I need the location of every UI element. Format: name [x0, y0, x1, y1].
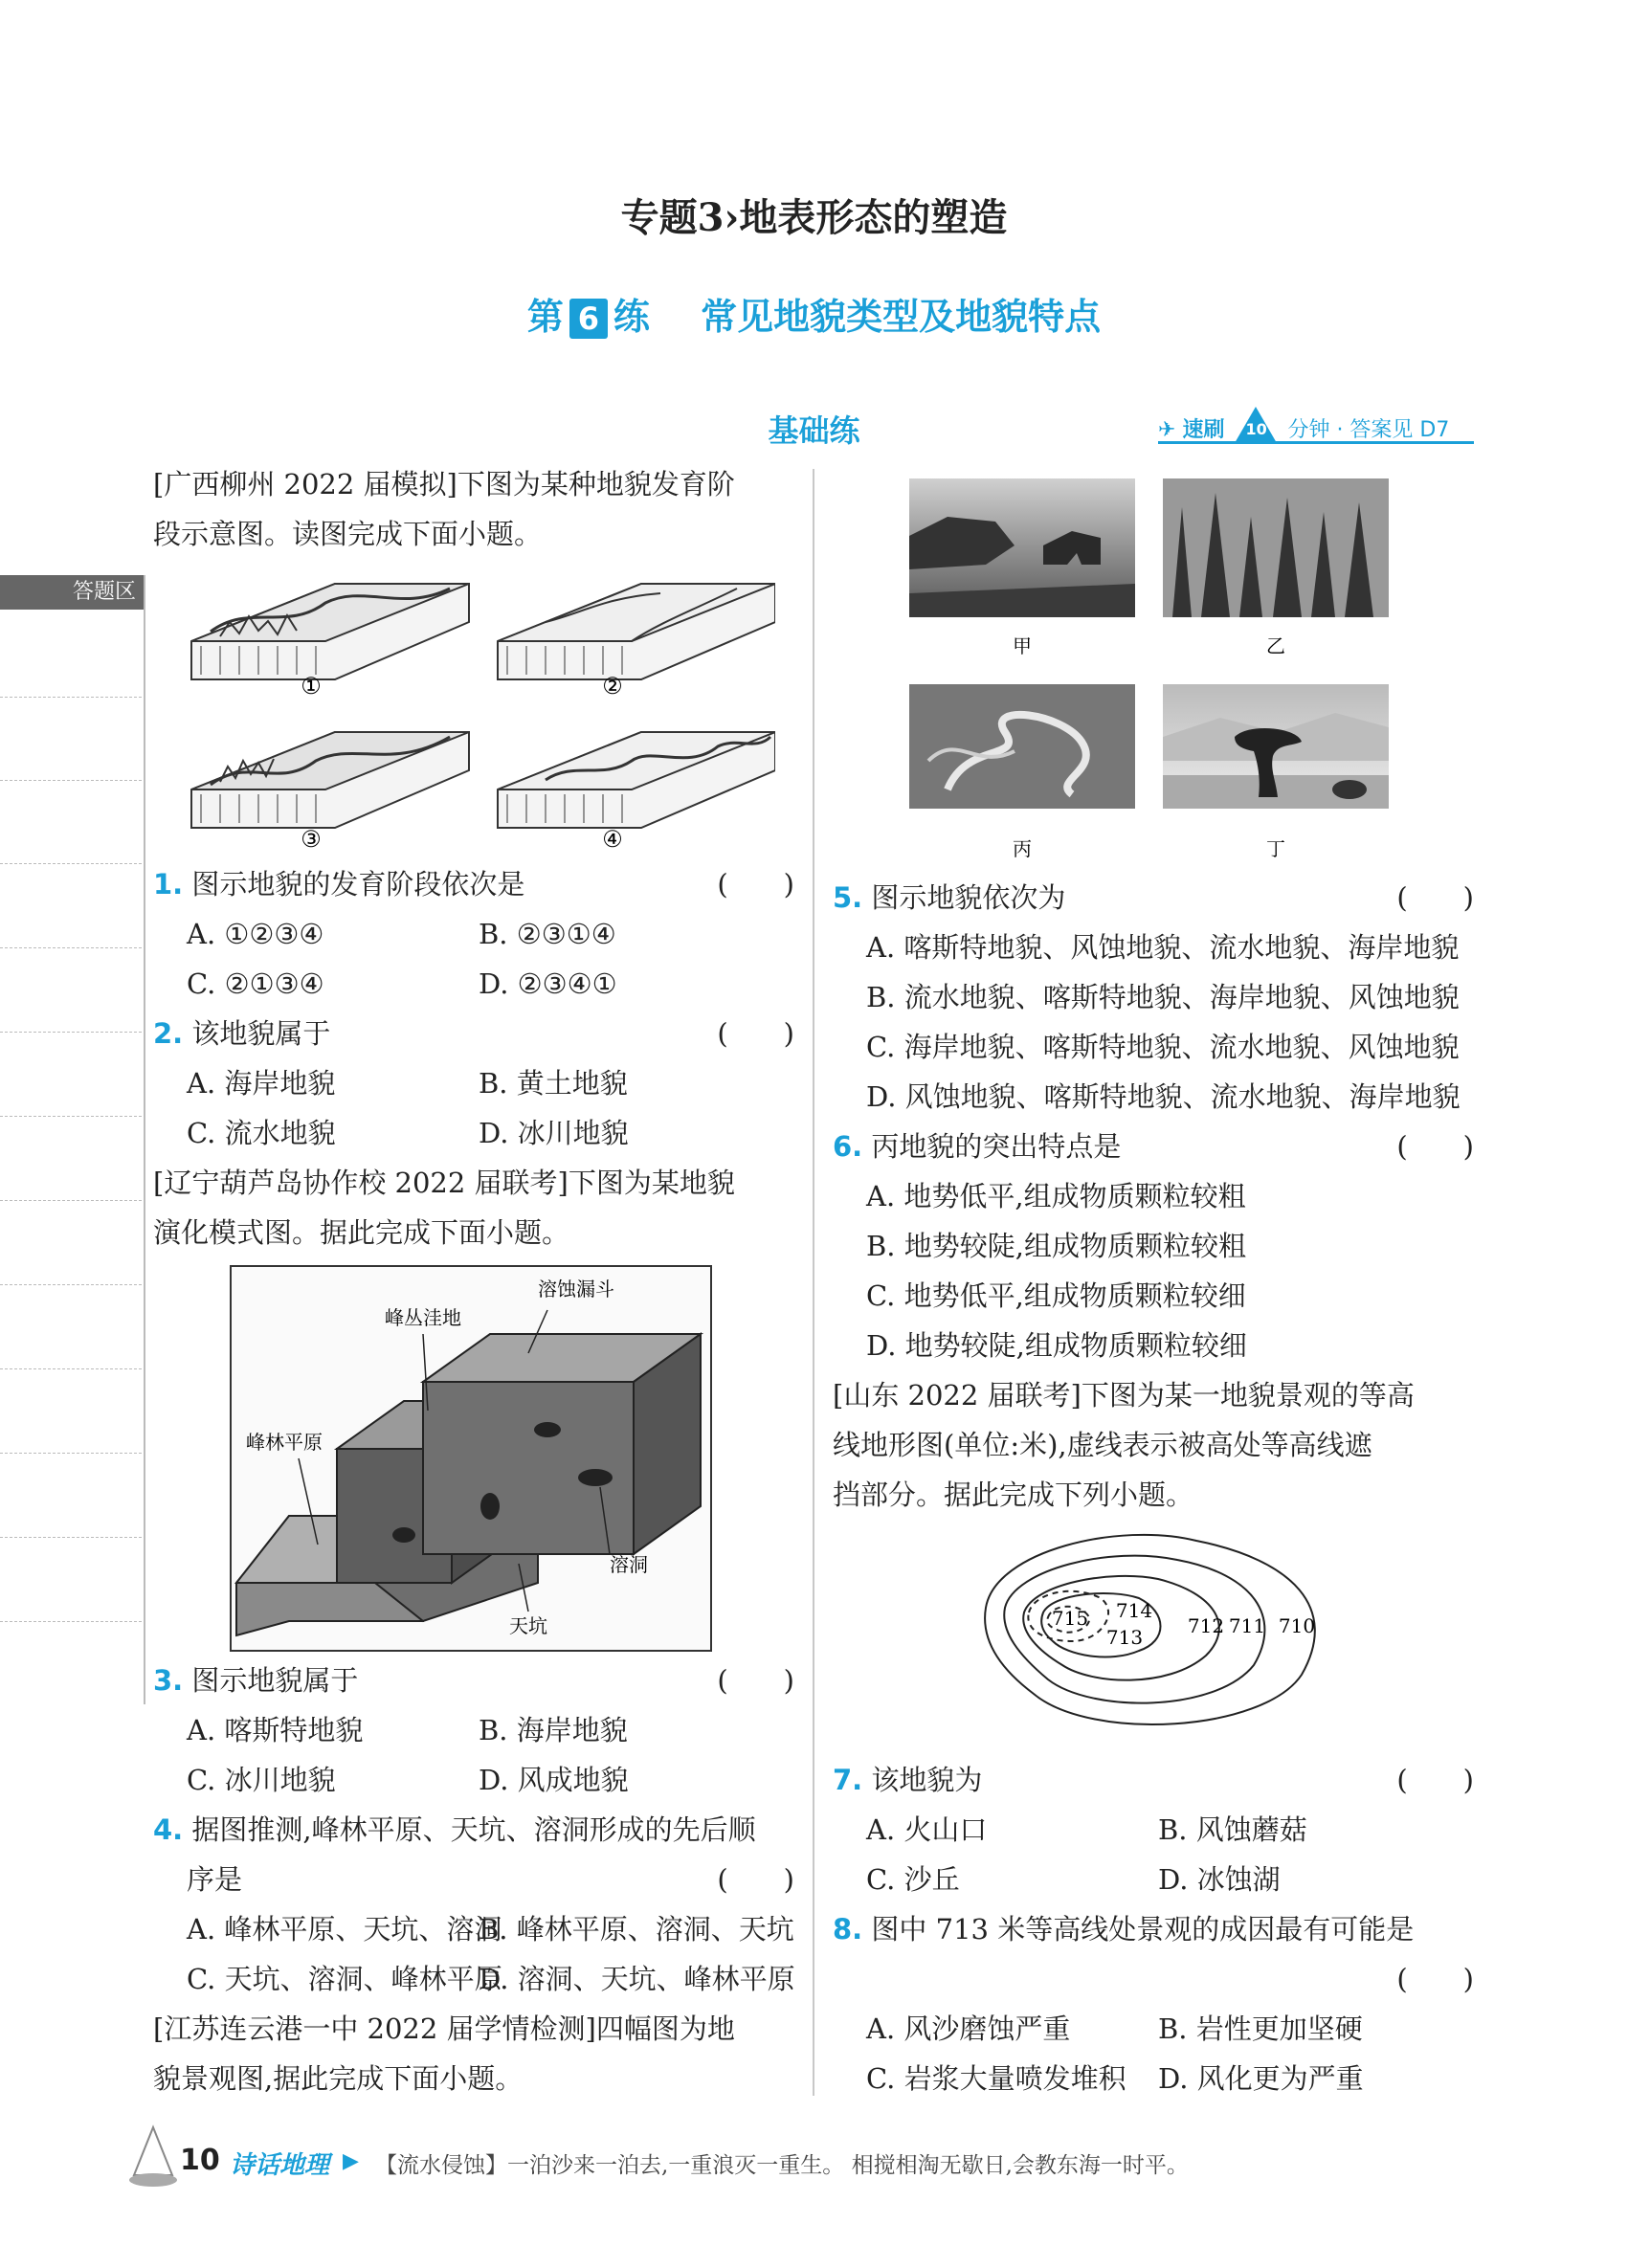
option-d[interactable]: D. 风成地貌 — [479, 1764, 629, 1796]
option-d[interactable]: D. 溶洞、天坑、峰林平原 — [479, 1963, 795, 1995]
block-diagram-4 — [498, 732, 775, 828]
option-c[interactable]: C. ②①③④ — [187, 967, 324, 1000]
question-1 — [153, 859, 794, 909]
karst-evolution-figure — [230, 1265, 712, 1652]
label-peak-cluster: 峰丛洼地 — [385, 1306, 461, 1329]
answer-bracket[interactable]: ( ) — [717, 868, 794, 901]
option-a[interactable]: A. 火山口 — [866, 1813, 988, 1846]
answer-line — [0, 1200, 142, 1201]
question-number: 2. — [153, 1017, 184, 1050]
photo-yi — [1163, 478, 1389, 617]
speed-badge — [1158, 407, 1474, 444]
question-6 — [833, 1122, 1474, 1171]
stage-label-1: ① — [301, 673, 322, 700]
question-number: 4. — [153, 1813, 184, 1846]
photo-label-jia: 甲 — [1013, 634, 1032, 657]
answer-bracket[interactable]: ( ) — [1396, 1764, 1474, 1796]
play-arrow-icon: ▶ — [343, 2149, 359, 2173]
option-c[interactable]: C. 天坑、溶洞、峰林平原 — [187, 1963, 502, 1995]
question-text: 图示地貌依次为 — [871, 881, 1066, 914]
quill-icon — [124, 2123, 182, 2190]
lesson-number-badge: 6 — [569, 299, 608, 339]
speed-triangle-icon: 10 — [1235, 407, 1277, 443]
answer-line — [0, 697, 142, 698]
option-d[interactable]: D. 风蚀地貌、喀斯特地貌、流水地貌、海岸地貌 — [866, 1080, 1461, 1113]
option-b[interactable]: B. 地势较陡,组成物质颗粒较粗 — [866, 1230, 1246, 1262]
intro-1: [广西柳州 2022 届模拟]下图为某种地貌发育阶 段示意图。读图完成下面小题。 — [153, 468, 735, 550]
question-3 — [153, 1656, 794, 1705]
question-text: 该地貌属于 — [191, 1017, 331, 1050]
option-c[interactable]: C. 地势低平,组成物质颗粒较细 — [866, 1279, 1246, 1312]
option-b[interactable]: B. ②③①④ — [479, 918, 616, 950]
answer-line — [0, 780, 142, 781]
question-text: 据图推测,峰林平原、天坑、溶洞形成的先后顺 — [191, 1813, 756, 1846]
intro-3: [江苏连云港一中 2022 届学情检测]四幅图为地 貌景观图,据此完成下面小题。 — [153, 2012, 735, 2095]
option-b[interactable]: B. 岩性更加坚硬 — [1158, 2012, 1363, 2045]
rocket-icon: ✈ — [1158, 418, 1176, 442]
option-d[interactable]: D. 冰川地貌 — [479, 1117, 629, 1149]
brand-name: 诗话地理 — [230, 2151, 330, 2180]
speed-suffix: 分钟 · 答案见 D7 — [1287, 418, 1450, 442]
lesson-name: 常见地貌类型及地貌特点 — [701, 296, 1102, 338]
answer-bracket[interactable]: ( ) — [717, 1863, 794, 1896]
option-b[interactable]: B. 峰林平原、溶洞、天坑 — [479, 1913, 794, 1946]
question-number: 7. — [833, 1764, 863, 1796]
answer-line — [0, 1116, 142, 1117]
contour-label: 712 — [1187, 1614, 1225, 1637]
photo-bing — [909, 684, 1135, 809]
photo-label-yi: 乙 — [1266, 634, 1285, 657]
option-b[interactable]: B. 风蚀蘑菇 — [1158, 1813, 1307, 1846]
label-peak-forest-plain: 峰林平原 — [246, 1431, 323, 1454]
stage-label-4: ④ — [602, 826, 623, 853]
option-d[interactable]: D. ②③④① — [479, 967, 617, 1000]
photo-jia — [909, 478, 1135, 617]
option-d[interactable]: D. 冰蚀湖 — [1158, 1863, 1281, 1896]
question-text: 该地貌为 — [871, 1764, 983, 1796]
question-2 — [153, 1009, 794, 1058]
photo-label-bing: 丙 — [1013, 837, 1032, 860]
answer-bracket[interactable]: ( ) — [1396, 1963, 1474, 1995]
option-c[interactable]: C. 冰川地貌 — [187, 1764, 336, 1796]
topic-title: 专题3›地表形态的塑造 — [620, 195, 1008, 240]
intro-4: [山东 2022 届联考]下图为某一地貌景观的等高 线地形图(单位:米),虚线表示被高处等高线遮 挡部分。据此完成下列小题。 — [833, 1379, 1415, 1511]
question-number: 6. — [833, 1130, 863, 1163]
section-title: 基础练 — [768, 412, 860, 449]
answer-line — [0, 1284, 142, 1285]
option-c[interactable]: C. 岩浆大量喷发堆积 — [866, 2062, 1126, 2095]
stage-label-3: ③ — [301, 826, 322, 853]
contour-label: 713 — [1105, 1626, 1144, 1649]
contour-label: 715 — [1051, 1607, 1089, 1630]
block-diagram-2 — [498, 584, 775, 679]
photo-label-ding: 丁 — [1266, 837, 1285, 860]
answer-line — [0, 1621, 142, 1622]
answer-bracket[interactable]: ( ) — [717, 1664, 794, 1697]
answer-area — [0, 575, 145, 1704]
landform-photos — [909, 478, 1397, 861]
contour-label: 714 — [1115, 1599, 1153, 1622]
question-number: 3. — [153, 1664, 184, 1697]
option-b[interactable]: B. 黄土地貌 — [479, 1067, 628, 1100]
question-5 — [833, 873, 1474, 923]
lesson-suffix: 练 — [613, 296, 650, 338]
answer-line — [0, 1453, 142, 1454]
stage-label-2: ② — [602, 673, 623, 700]
question-8 — [833, 1904, 1474, 1954]
label-sinkhole: 天坑 — [509, 1614, 547, 1637]
question-7 — [833, 1755, 1474, 1805]
option-d[interactable]: D. 地势较陡,组成物质颗粒较细 — [866, 1329, 1247, 1362]
question-number: 5. — [833, 881, 863, 914]
question-text: 图中 713 米等高线处景观的成因最有可能是 — [871, 1913, 1415, 1946]
question-text: 图示地貌的发育阶段依次是 — [191, 868, 525, 901]
option-c[interactable]: C. 海岸地貌、喀斯特地貌、流水地貌、风蚀地貌 — [866, 1031, 1460, 1063]
answer-bracket[interactable]: ( ) — [717, 1017, 794, 1050]
option-a[interactable]: A. 海岸地貌 — [187, 1067, 336, 1100]
contour-label: 710 — [1278, 1614, 1316, 1637]
lesson-prefix: 第 — [526, 296, 564, 338]
photo-ding — [1163, 684, 1389, 809]
option-a[interactable]: A. 峰林平原、天坑、溶洞 — [187, 1913, 502, 1946]
option-b[interactable]: B. 海岸地貌 — [479, 1714, 628, 1746]
question-number: 8. — [833, 1913, 863, 1946]
speed-label: 速刷 — [1182, 418, 1225, 442]
option-a[interactable]: A. ①②③④ — [187, 918, 324, 950]
landform-stages-figure — [182, 565, 775, 861]
answer-line — [0, 1537, 142, 1538]
answer-line — [0, 1032, 142, 1033]
question-text: 图示地貌属于 — [191, 1664, 359, 1697]
page-number: 10 — [180, 2144, 220, 2177]
answer-line — [0, 863, 142, 864]
option-a[interactable]: A. 风沙磨蚀严重 — [866, 2012, 1071, 2045]
question-4-cont: 序是 ( ) — [187, 1855, 794, 1904]
contour-label: 711 — [1228, 1614, 1266, 1637]
option-a[interactable]: A. 地势低平,组成物质颗粒较粗 — [866, 1180, 1246, 1212]
option-c[interactable]: C. 沙丘 — [866, 1863, 960, 1896]
block-diagram-3 — [191, 732, 469, 828]
option-a[interactable]: A. 喀斯特地貌、风蚀地貌、流水地貌、海岸地貌 — [866, 931, 1460, 964]
label-cave: 溶洞 — [610, 1553, 648, 1576]
answer-area-tab: 答题区 — [0, 575, 144, 610]
answer-line — [0, 947, 142, 948]
answer-bracket[interactable]: ( ) — [1396, 881, 1474, 914]
option-d[interactable]: D. 风化更为严重 — [1158, 2062, 1364, 2095]
question-4 — [153, 1805, 794, 1855]
question-number: 1. — [153, 868, 184, 901]
label-solution-funnel: 溶蚀漏斗 — [538, 1278, 614, 1301]
contour-map — [976, 1522, 1359, 1751]
column-divider — [813, 469, 814, 2096]
option-a[interactable]: A. 喀斯特地貌 — [187, 1714, 364, 1746]
block-diagram-1 — [191, 584, 469, 679]
intro-2: [辽宁葫芦岛协作校 2022 届联考]下图为某地貌 演化模式图。据此完成下面小题。 — [153, 1167, 735, 1249]
lesson-title — [0, 287, 1628, 340]
option-c[interactable]: C. 流水地貌 — [187, 1117, 336, 1149]
answer-line — [0, 1368, 142, 1369]
answer-bracket[interactable]: ( ) — [1396, 1130, 1474, 1163]
question-text: 丙地貌的突出特点是 — [871, 1130, 1122, 1163]
footer-poem: 【流水侵蚀】一泊沙来一泊去,一重浪灭一重生。 相搅相淘无歇日,会教东海一时平。 — [375, 2153, 1189, 2178]
option-b[interactable]: B. 流水地貌、喀斯特地貌、海岸地貌、风蚀地貌 — [866, 981, 1460, 1013]
